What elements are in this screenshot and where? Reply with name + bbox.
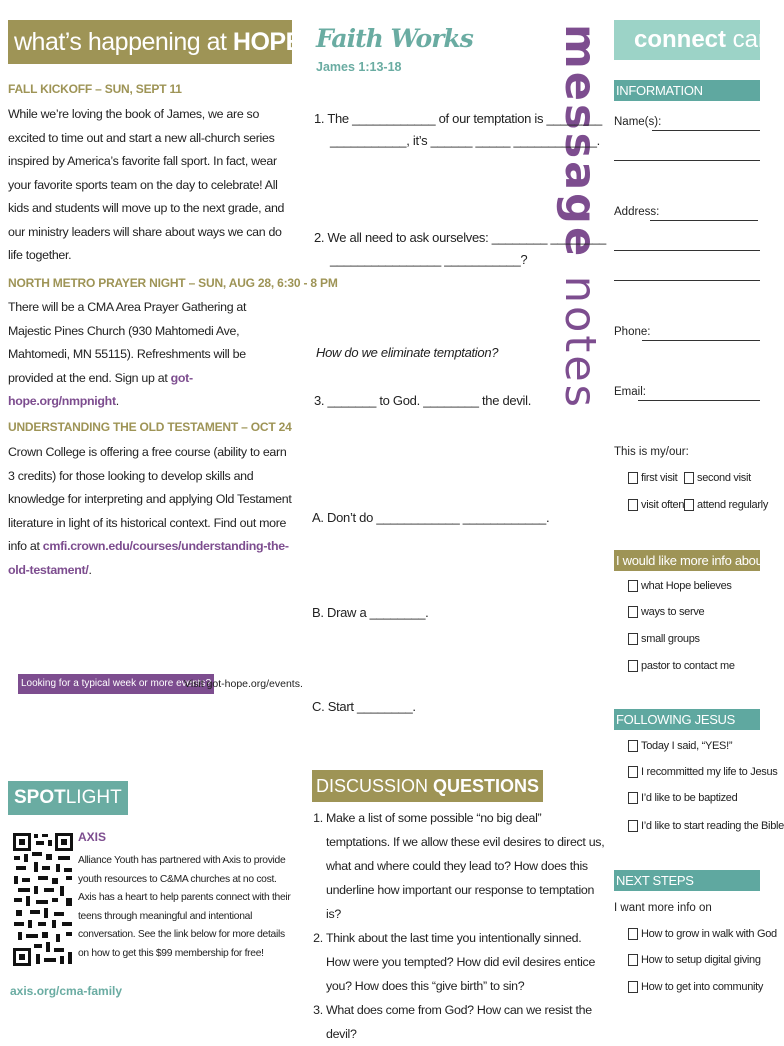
email-label: Email: — [614, 386, 646, 398]
connect-rest: card — [726, 26, 780, 53]
checkbox-second-visit[interactable] — [684, 472, 751, 484]
prayer-night-link[interactable]: got-hope.org/nmpnight — [8, 370, 193, 408]
address-field-2[interactable] — [614, 250, 760, 251]
checkbox-box[interactable] — [628, 660, 638, 672]
checkbox-small-groups[interactable] — [628, 633, 700, 645]
whats-happening-banner — [8, 20, 316, 64]
checkbox-box[interactable] — [628, 928, 638, 940]
event-body-fall-kickoff: While we’re loving the book of James, we are so excited to time out and start a new all-church series inspired by America’s favorite fall sport. In fact, wear your favorite sports team on the day to celebrate! All kids and students will move up to the next grade, and our ministry leaders will share about ways we can do life together. — [8, 107, 285, 262]
checkbox-recommitted[interactable] — [628, 766, 778, 778]
checkbox-community[interactable] — [628, 981, 763, 993]
checkbox-pastor-contact[interactable] — [628, 660, 735, 672]
address-field-3[interactable] — [614, 280, 760, 281]
information-header: INFORMATION — [614, 80, 760, 101]
event-body-old-testament — [8, 441, 294, 582]
checkbox-label: attend regularly — [697, 499, 769, 511]
spotlight-banner — [8, 781, 128, 815]
banner-prefix: what’s happening at — [14, 28, 233, 56]
discussion-bold: QUESTIONS — [433, 776, 540, 796]
checkbox-label: I recommitted my life to Jesus — [641, 766, 778, 778]
address-field[interactable] — [650, 220, 758, 221]
checkbox-label: I’d like to be baptized — [641, 792, 738, 804]
axis-body: Alliance Youth has partnered with Axis to provide youth resources to C&MA churches at no cost. Axis has a heart to help parents connect with their teens through meaningful and intentional conversation. See the link below for more details on how to get this $99 membership for free! — [78, 855, 291, 959]
visit-status-label: This is my/our: — [614, 446, 689, 458]
checkbox-box[interactable] — [628, 820, 638, 832]
checkbox-box[interactable] — [628, 981, 638, 993]
old-testament-text: Crown College is offering a free course (ability to earn 3 credits) for those looking to develop skills and knowledge for interpreting and applying Old Testament literature in light of its historical context. Find out more info at — [8, 445, 292, 553]
checkbox-box[interactable] — [684, 499, 694, 511]
checkbox-label: How to setup digital giving — [641, 954, 761, 966]
old-testament-after: . — [88, 562, 92, 577]
checkbox-box[interactable] — [628, 606, 638, 618]
prayer-night-text: There will be a CMA Area Prayer Gathering at Majestic Pines Church (930 Mahtomedi Ave, Mahtomedi, MN 55115). Refreshments will be provided at the end. Sign up at — [8, 300, 247, 385]
spotlight-bold: SPOT — [14, 787, 66, 808]
names-label: Name(s): — [614, 116, 662, 128]
sermon-reference: James 1:13-18 — [316, 60, 402, 74]
names-field-2[interactable] — [614, 160, 760, 161]
vertical-title-rest: notes — [555, 259, 605, 411]
checkbox-box[interactable] — [628, 633, 638, 645]
note-line-2b: ________________ ___________? — [330, 252, 528, 267]
old-testament-link[interactable]: cmfi.crown.edu/courses/understanding-the-old-testament/ — [8, 539, 289, 577]
discussion-questions-banner — [312, 770, 543, 802]
banner-bold: HOPE — [232, 28, 302, 56]
note-point-a: A. Don’t do ____________ ____________. — [312, 510, 550, 525]
checkbox-box[interactable] — [684, 472, 694, 484]
vertical-title-bold: message — [555, 24, 605, 260]
checkbox-label: ways to serve — [641, 606, 705, 618]
prayer-night-after: . — [115, 394, 119, 408]
checkbox-read-bible[interactable] — [628, 820, 784, 832]
event-heading-old-testament: UNDERSTANDING THE OLD TESTAMENT – OCT 24 — [8, 420, 292, 434]
next-steps-header: NEXT STEPS — [614, 870, 760, 891]
checkbox-label: How to grow in walk with God — [641, 928, 777, 940]
discussion-question: 2. Think about the last time you intentionally sinned. How were you tempted? How did evil desires entice you? How does this “give birth” to sin? — [326, 926, 608, 998]
checkbox-first-visit[interactable] — [628, 472, 677, 484]
checkbox-said-yes[interactable] — [628, 740, 732, 752]
axis-title: AXIS — [78, 830, 107, 844]
discussion-question: 1. Make a list of some possible “no big deal” temptations. If we allow these evil desires to direct us, what and where could they lead to? How does this underline how important our response to temptation is? — [326, 806, 608, 926]
checkbox-box[interactable] — [628, 740, 638, 752]
banner-suffix: ? — [301, 28, 316, 56]
email-field[interactable] — [638, 400, 760, 401]
checkbox-label: pastor to contact me — [641, 660, 735, 672]
checkbox-label: How to get into community — [641, 981, 764, 993]
week-events-banner: Looking for a typical week or more events? — [18, 674, 214, 694]
phone-field[interactable] — [642, 340, 760, 341]
more-info-header: I would like more info about — [614, 550, 760, 571]
qr-code-icon[interactable] — [12, 832, 74, 967]
next-steps-label: I want more info on — [614, 902, 712, 914]
note-line-1: 1. The ____________ of our temptation is ________ — [314, 111, 602, 126]
note-line-1b: ___________, it’s ______ _____ ____________. — [330, 133, 600, 148]
event-body-prayer-night — [8, 296, 292, 414]
address-label: Address: — [614, 206, 660, 218]
checkbox-attend-regularly[interactable] — [684, 499, 768, 511]
week-events-link[interactable]: Visit got-hope.org/events. — [184, 678, 303, 690]
checkbox-box[interactable] — [628, 580, 638, 592]
checkbox-grow-walk[interactable] — [628, 928, 777, 940]
checkbox-box[interactable] — [628, 472, 638, 484]
phone-label: Phone: — [614, 326, 651, 338]
spotlight-rest: LIGHT — [65, 787, 122, 808]
note-line-3: 3. _______ to God. ________ the devil. — [314, 393, 532, 408]
event-heading-fall-kickoff: FALL KICKOFF – SUN, SEPT 11 — [8, 82, 182, 96]
checkbox-box[interactable] — [628, 954, 638, 966]
checkbox-ways-to-serve[interactable] — [628, 606, 704, 618]
sermon-title: Faith Works — [316, 24, 473, 53]
note-question: How do we eliminate temptation? — [316, 345, 499, 360]
axis-link[interactable]: axis.org/cma-family — [10, 984, 123, 998]
checkbox-box[interactable] — [628, 766, 638, 778]
checkbox-baptized[interactable] — [628, 792, 737, 804]
discussion-questions-list — [310, 806, 608, 1046]
connect-card-banner — [614, 20, 780, 60]
checkbox-label: Today I said, “YES!” — [641, 740, 733, 752]
event-heading-prayer-night: NORTH METRO PRAYER NIGHT – SUN, AUG 28, 6:30 - 8 PM — [8, 276, 338, 290]
note-point-b: B. Draw a ________. — [312, 605, 429, 620]
checkbox-label: I’d like to start reading the Bible — [641, 820, 784, 832]
checkbox-box[interactable] — [628, 792, 638, 804]
checkbox-box[interactable] — [628, 499, 638, 511]
connect-bold: connect — [634, 26, 727, 53]
note-line-2: 2. We all need to ask ourselves: ________ ________ — [314, 230, 606, 245]
following-jesus-header: FOLLOWING JESUS — [614, 709, 760, 730]
checkbox-label: first visit — [641, 472, 678, 484]
checkbox-what-hope-believes[interactable] — [628, 580, 732, 592]
checkbox-label: what Hope believes — [641, 580, 732, 592]
checkbox-label: visit often — [641, 499, 685, 511]
names-field[interactable] — [652, 130, 760, 131]
checkbox-label: small groups — [641, 633, 700, 645]
checkbox-visit-often[interactable] — [628, 499, 684, 511]
discussion-question: 3. What does come from God? How can we resist the devil? — [326, 998, 608, 1046]
checkbox-label: second visit — [697, 472, 751, 484]
discussion-prefix: DISCUSSION — [316, 776, 434, 796]
note-point-c: C. Start ________. — [312, 699, 416, 714]
checkbox-digital-giving[interactable] — [628, 954, 761, 966]
